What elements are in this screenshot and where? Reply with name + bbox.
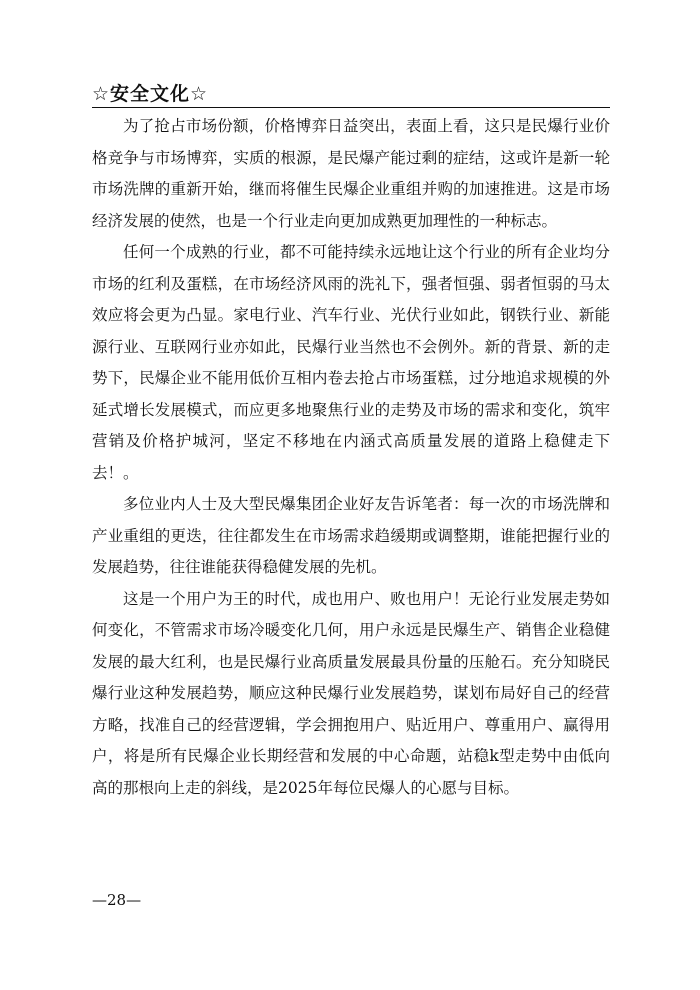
article-body xyxy=(92,111,610,804)
section-header xyxy=(92,77,610,108)
page-number: —28— xyxy=(92,891,142,909)
section-title: ☆安全文化☆ xyxy=(92,83,209,105)
paragraph-1: 为了抢占市场份额，价格博弈日益突出，表面上看，这只是民爆行业价格竞争与市场博弈，实质的根源，是民爆产能过剩的症结，这或许是新一轮市场洗牌的重新开始，继而将催生民爆企业重组并购的加速推进。这是市场经济发展的使然，也是一个行业走向更加成熟更加理性的一种标志。 xyxy=(92,117,610,230)
paragraph-4: 这是一个用户为王的时代，成也用户、败也用户！无论行业发展走势如何变化，不管需求市场冷暖变化几何，用户永远是民爆生产、销售企业稳健发展的最大红利，也是民爆行业高质量发展最具份量的压舱石。充分知晓民爆行业这种发展趋势，顺应这种民爆行业发展趋势，谋划布局好自己的经营方略，找准自己的经营逻辑，学会拥抱用户、贴近用户、尊重用户、赢得用户，将是所有民爆企业长期经营和发展的中心命题，站稳k型走势中由低向高的那根向上走的斜线，是2025年每位民爆人的心愿与目标。 xyxy=(92,589,610,797)
paragraph-3: 多位业内人士及大型民爆集团企业好友告诉笔者：每一次的市场洗牌和产业重组的更迭，往往都发生在市场需求趋缓期或调整期，谁能把握行业的发展趋势，往往谁能获得稳健发展的先机。 xyxy=(92,495,610,576)
paragraph-2: 任何一个成熟的行业，都不可能持续永远地让这个行业的所有企业均分市场的红利及蛋糕，在市场经济风雨的洗礼下，强者恒强、弱者恒弱的马太效应将会更为凸显。家电行业、汽车行业、光伏行业如此，钢铁行业、新能源行业、互联网行业亦如此，民爆行业当然也不会例外。新的背景、新的走势下，民爆企业不能用低价互相内卷去抢占市场蛋糕，过分地追求规模的外延式增长发展模式，而应更多地聚焦行业的走势及市场的需求和变化，筑牢营销及价格护城河，坚定不移地在内涵式高质量发展的道路上稳健走下去！。 xyxy=(92,243,610,482)
